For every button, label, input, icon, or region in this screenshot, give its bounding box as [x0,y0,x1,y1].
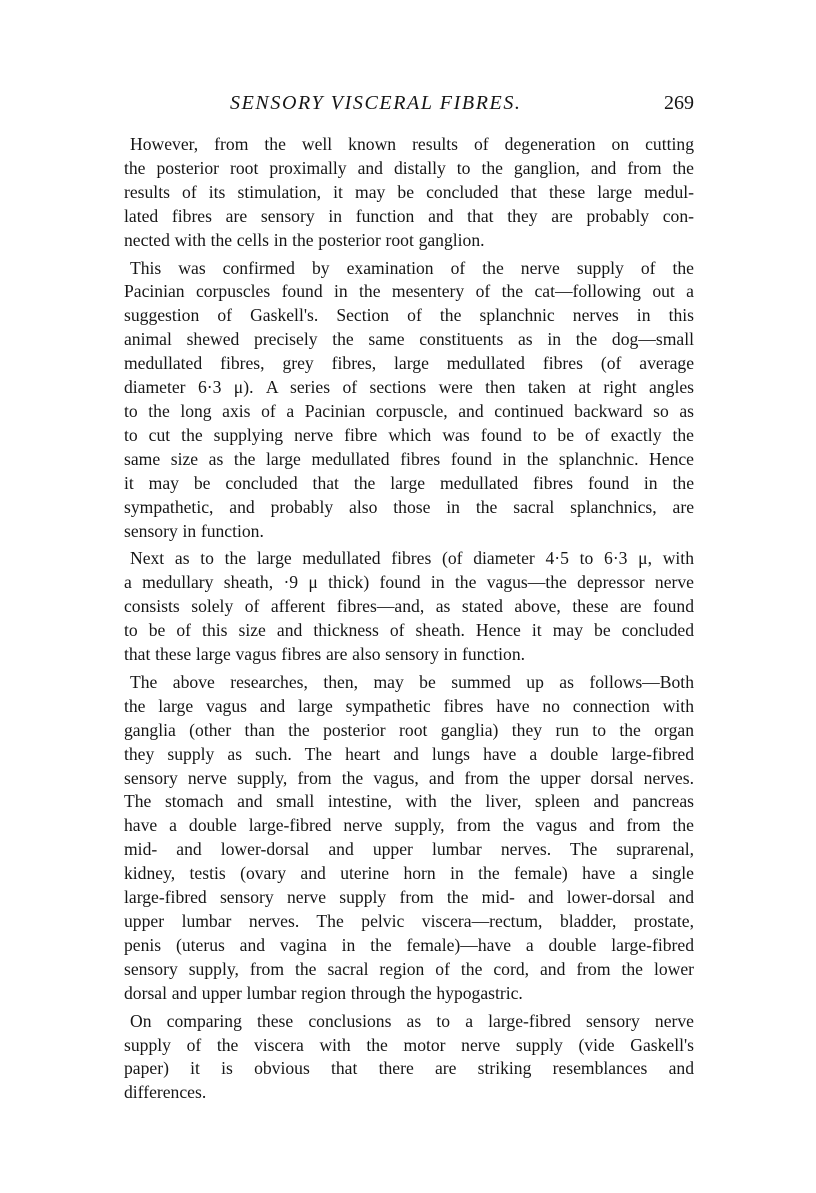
text-line: sensory in function. [124,520,264,541]
text-line: differences. [124,1082,207,1103]
text-line: nected with the cells in the posterior root ganglion. [124,229,485,250]
text-line: penis (uterus and vagina in the female)—have a double large-fibred [124,934,694,955]
text-line: results of its stimulation, it may be concluded that these large medul- [124,181,694,202]
text-line: a medullary sheath, ·9 μ thick) found in the vagus—the depressor nerve [124,572,694,593]
text-line: the posterior root proximally and distally to the ganglion, and from the [124,157,694,178]
paragraph-comparison [124,1010,694,1106]
text-line: they supply as such. The heart and lungs have a double large-fibred [124,743,694,764]
text-line: On comparing these conclusions as to a large-fibred sensory nerve [130,1010,694,1031]
text-line: dorsal and upper lumbar region through the hypogastric. [124,982,523,1003]
text-line: Next as to the large medullated fibres (of diameter 4·5 to 6·3 μ, with [130,548,694,569]
text-line: kidney, testis (ovary and uterine horn in the female) have a single [124,863,694,884]
text-line: large-fibred sensory nerve supply from the mid- and lower-dorsal and [124,887,694,908]
paragraph-summary [124,671,694,1006]
text-line: supply of the viscera with the motor nerve supply (vide Gaskell's [124,1034,694,1055]
text-line: same size as the large medullated fibres found in the splanchnic. Hence [124,448,694,469]
text-line: that these large vagus fibres are also sensory in function. [124,644,526,665]
text-line: to cut the supplying nerve fibre which was found to be of exactly the [124,424,694,445]
paragraph-vagus-fibres [124,547,694,667]
text-line: sympathetic, and probably also those in the sacral splanchnics, are [124,496,694,517]
text-line: it may be concluded that the large medullated fibres found in the [124,472,694,493]
text-line: medullated fibres, grey fibres, large medullated fibres (of average [124,353,694,374]
text-line: mid- and lower-dorsal and upper lumbar nerves. The suprarenal, [124,839,694,860]
text-line: consists solely of afferent fibres—and, as stated above, these are found [124,596,694,617]
text-line: Pacinian corpuscles found in the mesentery of the cat—following out a [124,281,694,302]
text-line: to be of this size and thickness of sheath. Hence it may be concluded [124,620,694,641]
paragraph-pacinian-corpuscles [124,257,694,544]
text-line: sensory supply, from the sacral region of the cord, and from the lower [124,958,694,979]
text-line: lated fibres are sensory in function and that they are probably con- [124,205,694,226]
paragraph-degeneration-results [124,133,694,253]
page-header [124,92,694,120]
text-line: have a double large-fibred nerve supply, from the vagus and from the [124,815,694,836]
text-line: paper) it is obvious that there are striking resemblances and [124,1058,694,1079]
text-line: ganglia (other than the posterior root ganglia) they run to the organ [124,719,694,740]
body-text [124,133,694,1109]
text-line: diameter 6·3 μ). A series of sections were then taken at right angles [124,377,694,398]
text-line: to the long axis of a Pacinian corpuscle, and continued backward so as [124,400,694,421]
text-line: sensory nerve supply, from the vagus, and from the upper dorsal nerves. [124,767,694,788]
running-title: SENSORY VISCERAL FIBRES. [230,92,522,114]
text-line: However, from the well known results of degeneration on cutting [130,134,694,154]
text-line: upper lumbar nerves. The pelvic viscera—rectum, bladder, prostate, [124,911,694,931]
text-line: the large vagus and large sympathetic fibres have no connection with [124,695,694,716]
text-line: suggestion of Gaskell's. Section of the splanchnic nerves in this [124,305,694,326]
page-number: 269 [664,92,694,114]
text-line: animal shewed precisely the same constituents as in the dog—small [124,329,694,350]
text-line: The stomach and small intestine, with the liver, spleen and pancreas [124,791,694,812]
text-line: This was confirmed by examination of the nerve supply of the [130,257,694,278]
text-line: The above researches, then, may be summed up as follows—Both [130,671,694,692]
